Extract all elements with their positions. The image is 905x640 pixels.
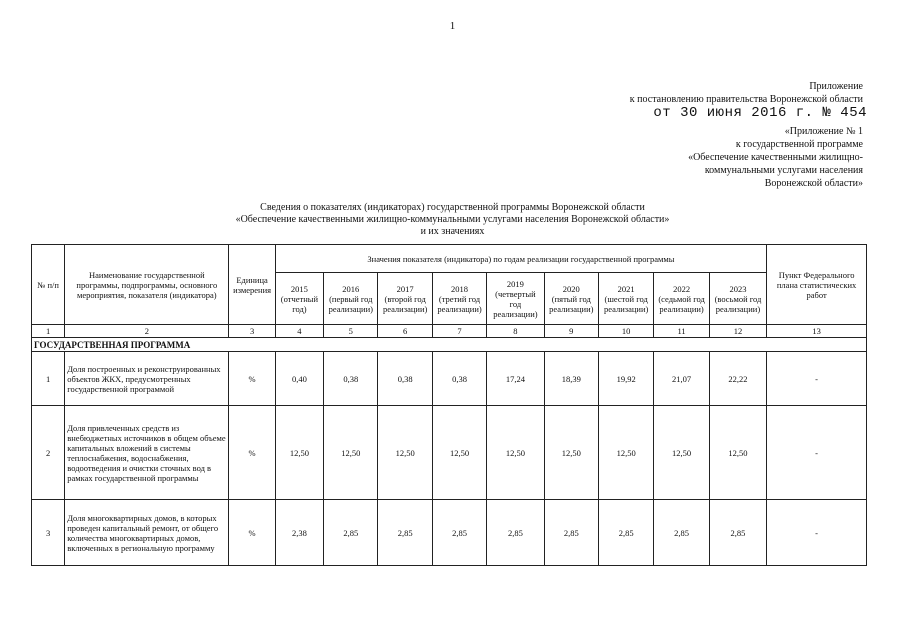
program-appendix-header <box>688 125 863 190</box>
value-cell: 21,07 <box>654 352 709 406</box>
year-note: (четвертый год реализации) <box>493 288 538 319</box>
header-year-2017 <box>378 273 432 325</box>
value-cell: 0,40 <box>275 352 323 406</box>
column-number: 1 <box>32 325 65 338</box>
header-year-2018 <box>432 273 486 325</box>
column-number: 3 <box>229 325 275 338</box>
plan-cell: - <box>767 500 867 566</box>
column-number: 6 <box>378 325 432 338</box>
column-number: 7 <box>432 325 486 338</box>
column-number: 2 <box>65 325 229 338</box>
value-cell: 12,50 <box>487 406 544 500</box>
value-cell: 19,92 <box>598 352 653 406</box>
indicator-name: Доля построенных и реконструированных объектов ЖКХ, предусмотренных государственной программой <box>65 352 229 406</box>
section-title: ГОСУДАРСТВЕННАЯ ПРОГРАММА <box>32 338 867 352</box>
appendix-line: к постановлению правительства Воронежской области <box>629 94 863 105</box>
unit-cell: % <box>229 406 275 500</box>
header-year-2022 <box>654 273 709 325</box>
year-label: 2021 <box>617 283 635 294</box>
year-label: 2022 <box>673 283 691 294</box>
header-year-2019 <box>487 273 544 325</box>
unit-cell: % <box>229 500 275 566</box>
unit-cell: % <box>229 352 275 406</box>
year-note: (седьмой год реализации) <box>658 293 705 314</box>
header-values-group: Значения показателя (индикатора) по годам реализации государственной программы <box>275 245 766 273</box>
value-cell: 12,50 <box>324 406 378 500</box>
value-cell: 2,85 <box>654 500 709 566</box>
header-unit: Единица измерения <box>229 245 275 325</box>
value-cell: 12,50 <box>275 406 323 500</box>
plan-cell: - <box>767 406 867 500</box>
appendix-line: «Приложение № 1 <box>784 126 863 137</box>
value-cell: 2,85 <box>544 500 598 566</box>
decree-date: от 30 июня 2016 г. № 454 <box>653 105 867 121</box>
value-cell: 17,24 <box>487 352 544 406</box>
title-line: «Обеспечение качественными жилищно-коммунальными услугами населения Воронежской области» <box>235 214 670 225</box>
value-cell: 12,50 <box>654 406 709 500</box>
value-cell: 2,85 <box>324 500 378 566</box>
year-note: (третий год реализации) <box>437 293 482 314</box>
header-year-2016 <box>324 273 378 325</box>
header-plan: Пункт Федерального плана статистических работ <box>767 245 867 325</box>
indicators-table <box>31 244 867 566</box>
column-number: 8 <box>487 325 544 338</box>
year-label: 2016 <box>342 283 360 294</box>
table-row <box>32 352 867 406</box>
header-name: Наименование государственной программы, подпрограммы, основного мероприятия, показателя (индикатора) <box>65 245 229 325</box>
column-number: 9 <box>544 325 598 338</box>
value-cell: 2,38 <box>275 500 323 566</box>
year-note: (первый год реализации) <box>328 293 373 314</box>
value-cell: 0,38 <box>432 352 486 406</box>
row-number: 3 <box>32 500 65 566</box>
column-number: 11 <box>654 325 709 338</box>
appendix-line: Приложение <box>809 81 863 92</box>
year-note: (шестой год реализации) <box>603 293 649 314</box>
appendix-line: к государственной программе <box>735 139 863 150</box>
year-note: (отчетный год) <box>280 293 319 314</box>
year-label: 2017 <box>396 283 414 294</box>
header-year-2020 <box>544 273 598 325</box>
header-num: № п/п <box>32 245 65 325</box>
value-cell: 0,38 <box>324 352 378 406</box>
year-label: 2015 <box>290 283 308 294</box>
header-year-2023 <box>709 273 766 325</box>
year-note: (пятый год реализации) <box>549 293 594 314</box>
table-row <box>32 406 867 500</box>
header-year-2015 <box>275 273 323 325</box>
value-cell: 0,38 <box>378 352 432 406</box>
value-cell: 12,50 <box>432 406 486 500</box>
year-label: 2018 <box>451 283 469 294</box>
title-line: Сведения о показателях (индикаторах) государственной программы Воронежской области <box>260 202 645 213</box>
document-title <box>0 202 905 238</box>
value-cell: 2,85 <box>378 500 432 566</box>
year-note: (восьмой год реализации) <box>714 293 762 314</box>
table-row <box>32 500 867 566</box>
column-number: 5 <box>324 325 378 338</box>
value-cell: 2,85 <box>709 500 766 566</box>
header-year-2021 <box>598 273 653 325</box>
year-label: 2020 <box>562 283 580 294</box>
title-line: и их значениях <box>420 226 485 237</box>
indicator-name: Доля привлеченных средств из внебюджетных источников в общем объеме капитальных вложений в системы теплоснабжения, водоснабжения, водоотведения и очистки сточных вод в рамках государственной программы <box>65 406 229 500</box>
appendix-line: коммунальными услугами населения <box>704 165 863 176</box>
value-cell: 12,50 <box>378 406 432 500</box>
year-label: 2023 <box>729 283 747 294</box>
column-number: 13 <box>767 325 867 338</box>
value-cell: 12,50 <box>544 406 598 500</box>
appendix-line: Воронежской области» <box>764 178 863 189</box>
row-number: 2 <box>32 406 65 500</box>
value-cell: 12,50 <box>709 406 766 500</box>
value-cell: 2,85 <box>487 500 544 566</box>
indicator-name: Доля многоквартирных домов, в которых проведен капитальный ремонт, от общего количества многоквартирных домов, включенных в региональную программу <box>65 500 229 566</box>
page-number: 1 <box>449 20 456 32</box>
value-cell: 22,22 <box>709 352 766 406</box>
value-cell: 2,85 <box>432 500 486 566</box>
row-number: 1 <box>32 352 65 406</box>
plan-cell: - <box>767 352 867 406</box>
value-cell: 18,39 <box>544 352 598 406</box>
year-note: (второй год реализации) <box>382 293 428 314</box>
value-cell: 12,50 <box>598 406 653 500</box>
appendix-line: «Обеспечение качественными жилищно- <box>688 152 863 163</box>
column-number: 4 <box>275 325 323 338</box>
value-cell: 2,85 <box>598 500 653 566</box>
year-label: 2019 <box>506 278 524 289</box>
column-number: 10 <box>598 325 653 338</box>
column-number: 12 <box>709 325 766 338</box>
appendix-header <box>630 80 863 106</box>
